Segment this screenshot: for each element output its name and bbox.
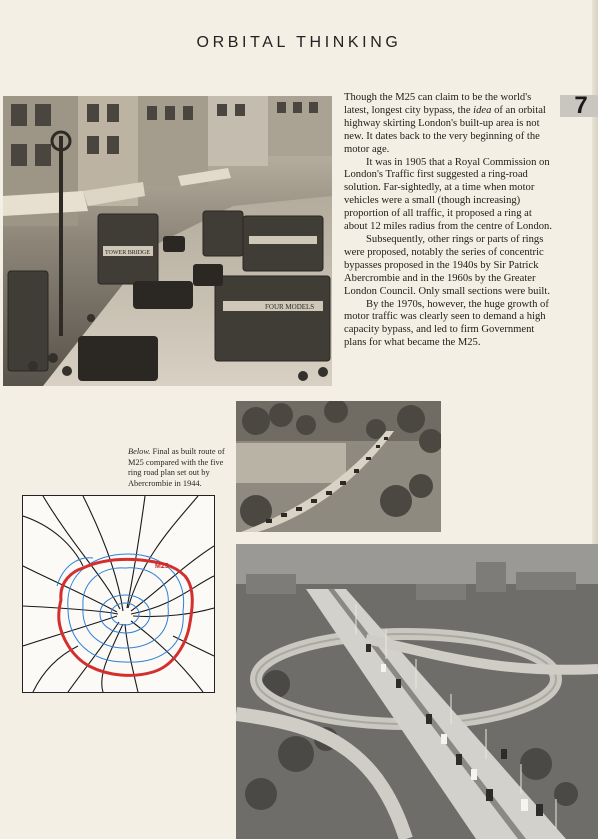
article-body [344, 92, 554, 350]
article-paragraph-2: It was in 1905 that a Royal Commission on London's Traffic first suggested a ring-road solution. Far-sightedly, at a time when motor vehicles were a small (though increasing) proportion of all traffic, it proposed a ring at about 12 miles radius from the centre of London. [344, 156, 552, 233]
bus-sign-text: FOUR MODELS [265, 303, 315, 311]
page-title: ORBITAL THINKING [196, 34, 402, 51]
country-road-traffic-photo [236, 401, 441, 532]
m25-route [59, 559, 193, 675]
radial-roads [23, 496, 214, 692]
article-paragraph-1: Though the M25 can claim to be the world's latest, longest city bypass, the idea of an orbital highway skirting London's built-up area is not new. It dates back to the very beginning of the motor age. [344, 92, 546, 155]
article-paragraph-4: By the 1970s, however, the huge growth of motor traffic was clearly seen to demand a high capacity bypass, and led to firm Government plans for what became the M25. [344, 298, 549, 349]
street-traffic-photo [3, 96, 332, 386]
map-caption: Below. Final as built route of M25 compared with the five ring road plan set out by Abercrombie in 1944. [128, 447, 225, 488]
page-number: 7 [574, 92, 588, 119]
bus-sign-text-2: TOWER BRIDGE [105, 250, 151, 256]
motorway-interchange-photo [236, 544, 598, 839]
m25-label: M25 [155, 563, 169, 570]
article-paragraph-3: Subsequently, other rings or parts of rings were proposed, notably the series of concentric bypasses proposed in the 1940s by Sir Patrick Abercrombie and in the 1960s by the Greater London Council. Only small sections were built. [344, 233, 550, 297]
ring-road-map [22, 495, 215, 693]
